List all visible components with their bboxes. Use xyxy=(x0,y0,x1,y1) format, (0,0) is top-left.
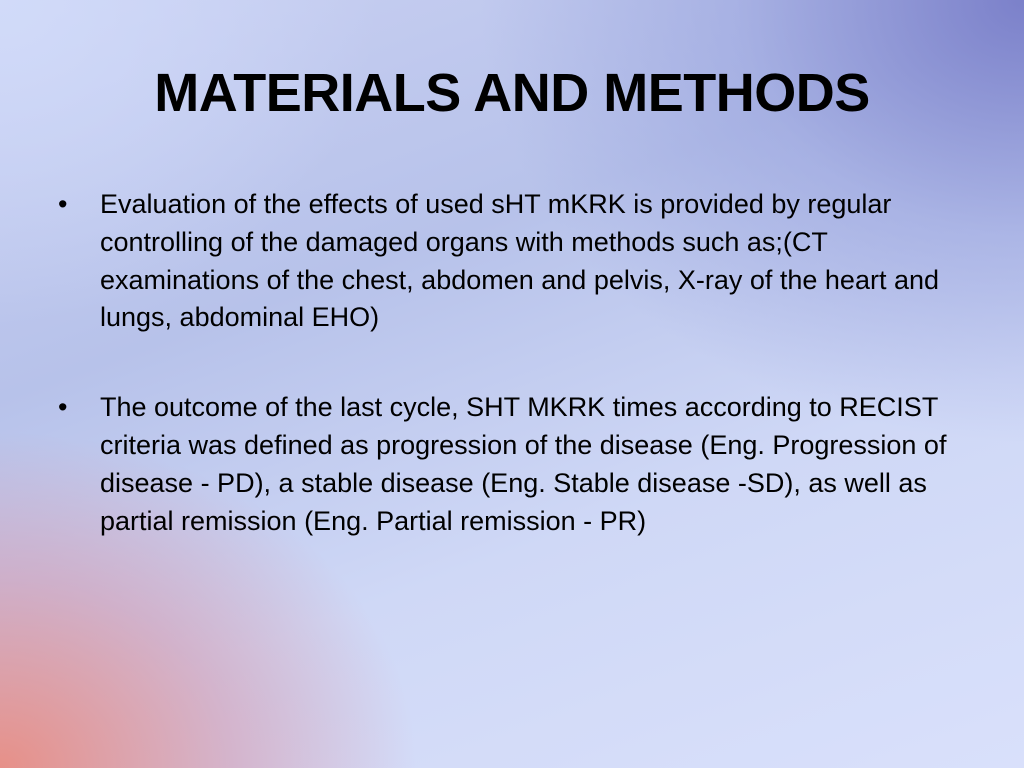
bullet-marker: • xyxy=(58,189,68,219)
slide-title: MATERIALS AND METHODS xyxy=(154,63,870,123)
bullet-list xyxy=(58,186,968,592)
bullet-text: The outcome of the last cycle, SHT MKRK times according to RECIST criteria was defined as progression of the disease (Eng. Progression of disease - PD), a stable disease (Eng. Stable disease -SD), as well as partial remission (Eng. Partial remission - PR) xyxy=(100,392,947,536)
bullet-marker: • xyxy=(58,392,68,423)
bullet-item xyxy=(58,186,968,337)
bullet-text: Evaluation of the effects of used sHT mKRK is provided by regular controlling of the damaged organs with methods such as;(CT examinations of the chest, abdomen and pelvis, X-ray of the heart and lungs, abdominal EHO) xyxy=(100,189,940,333)
bullet-item xyxy=(58,389,968,540)
